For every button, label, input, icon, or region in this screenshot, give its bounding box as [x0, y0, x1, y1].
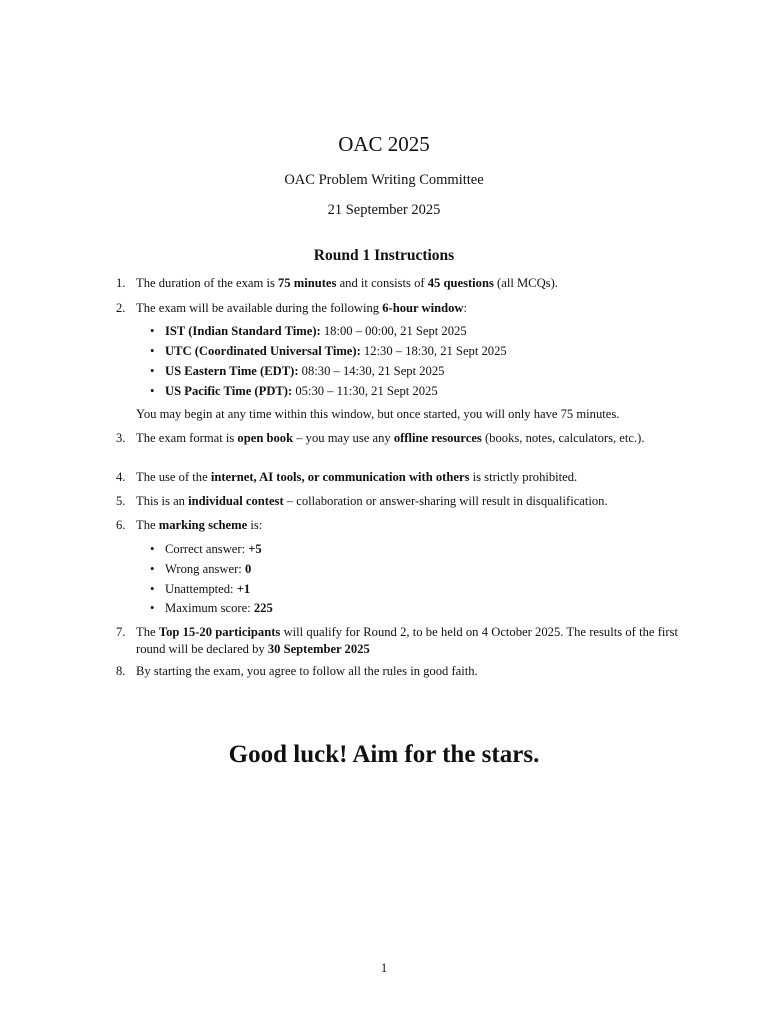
item-number: 3. — [116, 431, 126, 445]
marking-maximum: • Maximum score: 225 — [150, 601, 273, 615]
item-number: 2. — [116, 301, 126, 315]
page-number: 1 — [380, 961, 388, 975]
bullet-icon: • — [150, 324, 155, 338]
item-number: 6. — [116, 518, 126, 532]
marking-unattempted: • Unattempted: +1 — [150, 582, 251, 596]
instruction-item-8 — [116, 663, 678, 680]
window-note: You may begin at any time within this window, but once started, you will only have 75 minutes. — [136, 407, 620, 421]
bullet-icon: • — [150, 384, 155, 398]
item-number: 4. — [116, 470, 126, 484]
item-text: The exam will be available during the following 6-hour window: — [136, 301, 468, 315]
bullet-icon: • — [150, 601, 155, 615]
bullet-icon: • — [150, 542, 155, 556]
marking-correct: • Correct answer: +5 — [150, 542, 262, 556]
instruction-item-5 — [116, 493, 678, 510]
item-text: The marking scheme is: — [136, 518, 263, 532]
item-number: 5. — [116, 494, 126, 508]
item-text: The duration of the exam is 75 minutes and it consists of 45 questions (all MCQs). — [136, 276, 558, 290]
time-window-ist: • IST (Indian Standard Time): 18:00 – 00:00, 21 Sept 2025 — [150, 324, 467, 338]
marking-wrong: • Wrong answer: 0 — [150, 562, 252, 576]
time-window-pdt: • US Pacific Time (PDT): 05:30 – 11:30, 21 Sept 2025 — [150, 384, 438, 398]
time-window-utc: • UTC (Coordinated Universal Time): 12:30 – 18:30, 21 Sept 2025 — [150, 344, 507, 358]
bullet-icon: • — [150, 364, 155, 378]
time-window-edt: • US Eastern Time (EDT): 08:30 – 14:30, 21 Sept 2025 — [150, 364, 445, 378]
item-text: The use of the internet, AI tools, or communication with others is strictly prohibited. — [136, 470, 578, 484]
bullet-icon: • — [150, 344, 155, 358]
instruction-item-6 — [116, 517, 678, 534]
instruction-item-2 — [116, 300, 678, 317]
instruction-item-1 — [116, 275, 678, 292]
document-author: OAC Problem Writing Committee — [284, 172, 484, 188]
closing-message: Good luck! Aim for the stars. — [228, 741, 540, 768]
document-date: 21 September 2025 — [327, 202, 441, 218]
item-text: This is an individual contest – collaboration or answer-sharing will result in disqualification. — [136, 494, 608, 508]
item-number: 8. — [116, 664, 126, 678]
instruction-item-3 — [116, 430, 678, 447]
section-heading: Round 1 Instructions — [313, 247, 455, 264]
item-text: The Top 15-20 participants will qualify for Round 2, to be held on 4 October 2025. The results of the first round will be declared by 30 September 2025 — [136, 625, 678, 656]
instruction-item-4 — [116, 469, 678, 486]
document-title: OAC 2025 — [338, 132, 430, 156]
item-number: 7. — [116, 625, 126, 639]
item-number: 1. — [116, 276, 126, 290]
item-text: By starting the exam, you agree to follow all the rules in good faith. — [136, 664, 478, 678]
bullet-icon: • — [150, 562, 155, 576]
bullet-icon: • — [150, 582, 155, 596]
item-text: The exam format is open book – you may use any offline resources (books, notes, calculators, etc.). — [136, 431, 645, 445]
instruction-item-7 — [116, 624, 678, 658]
